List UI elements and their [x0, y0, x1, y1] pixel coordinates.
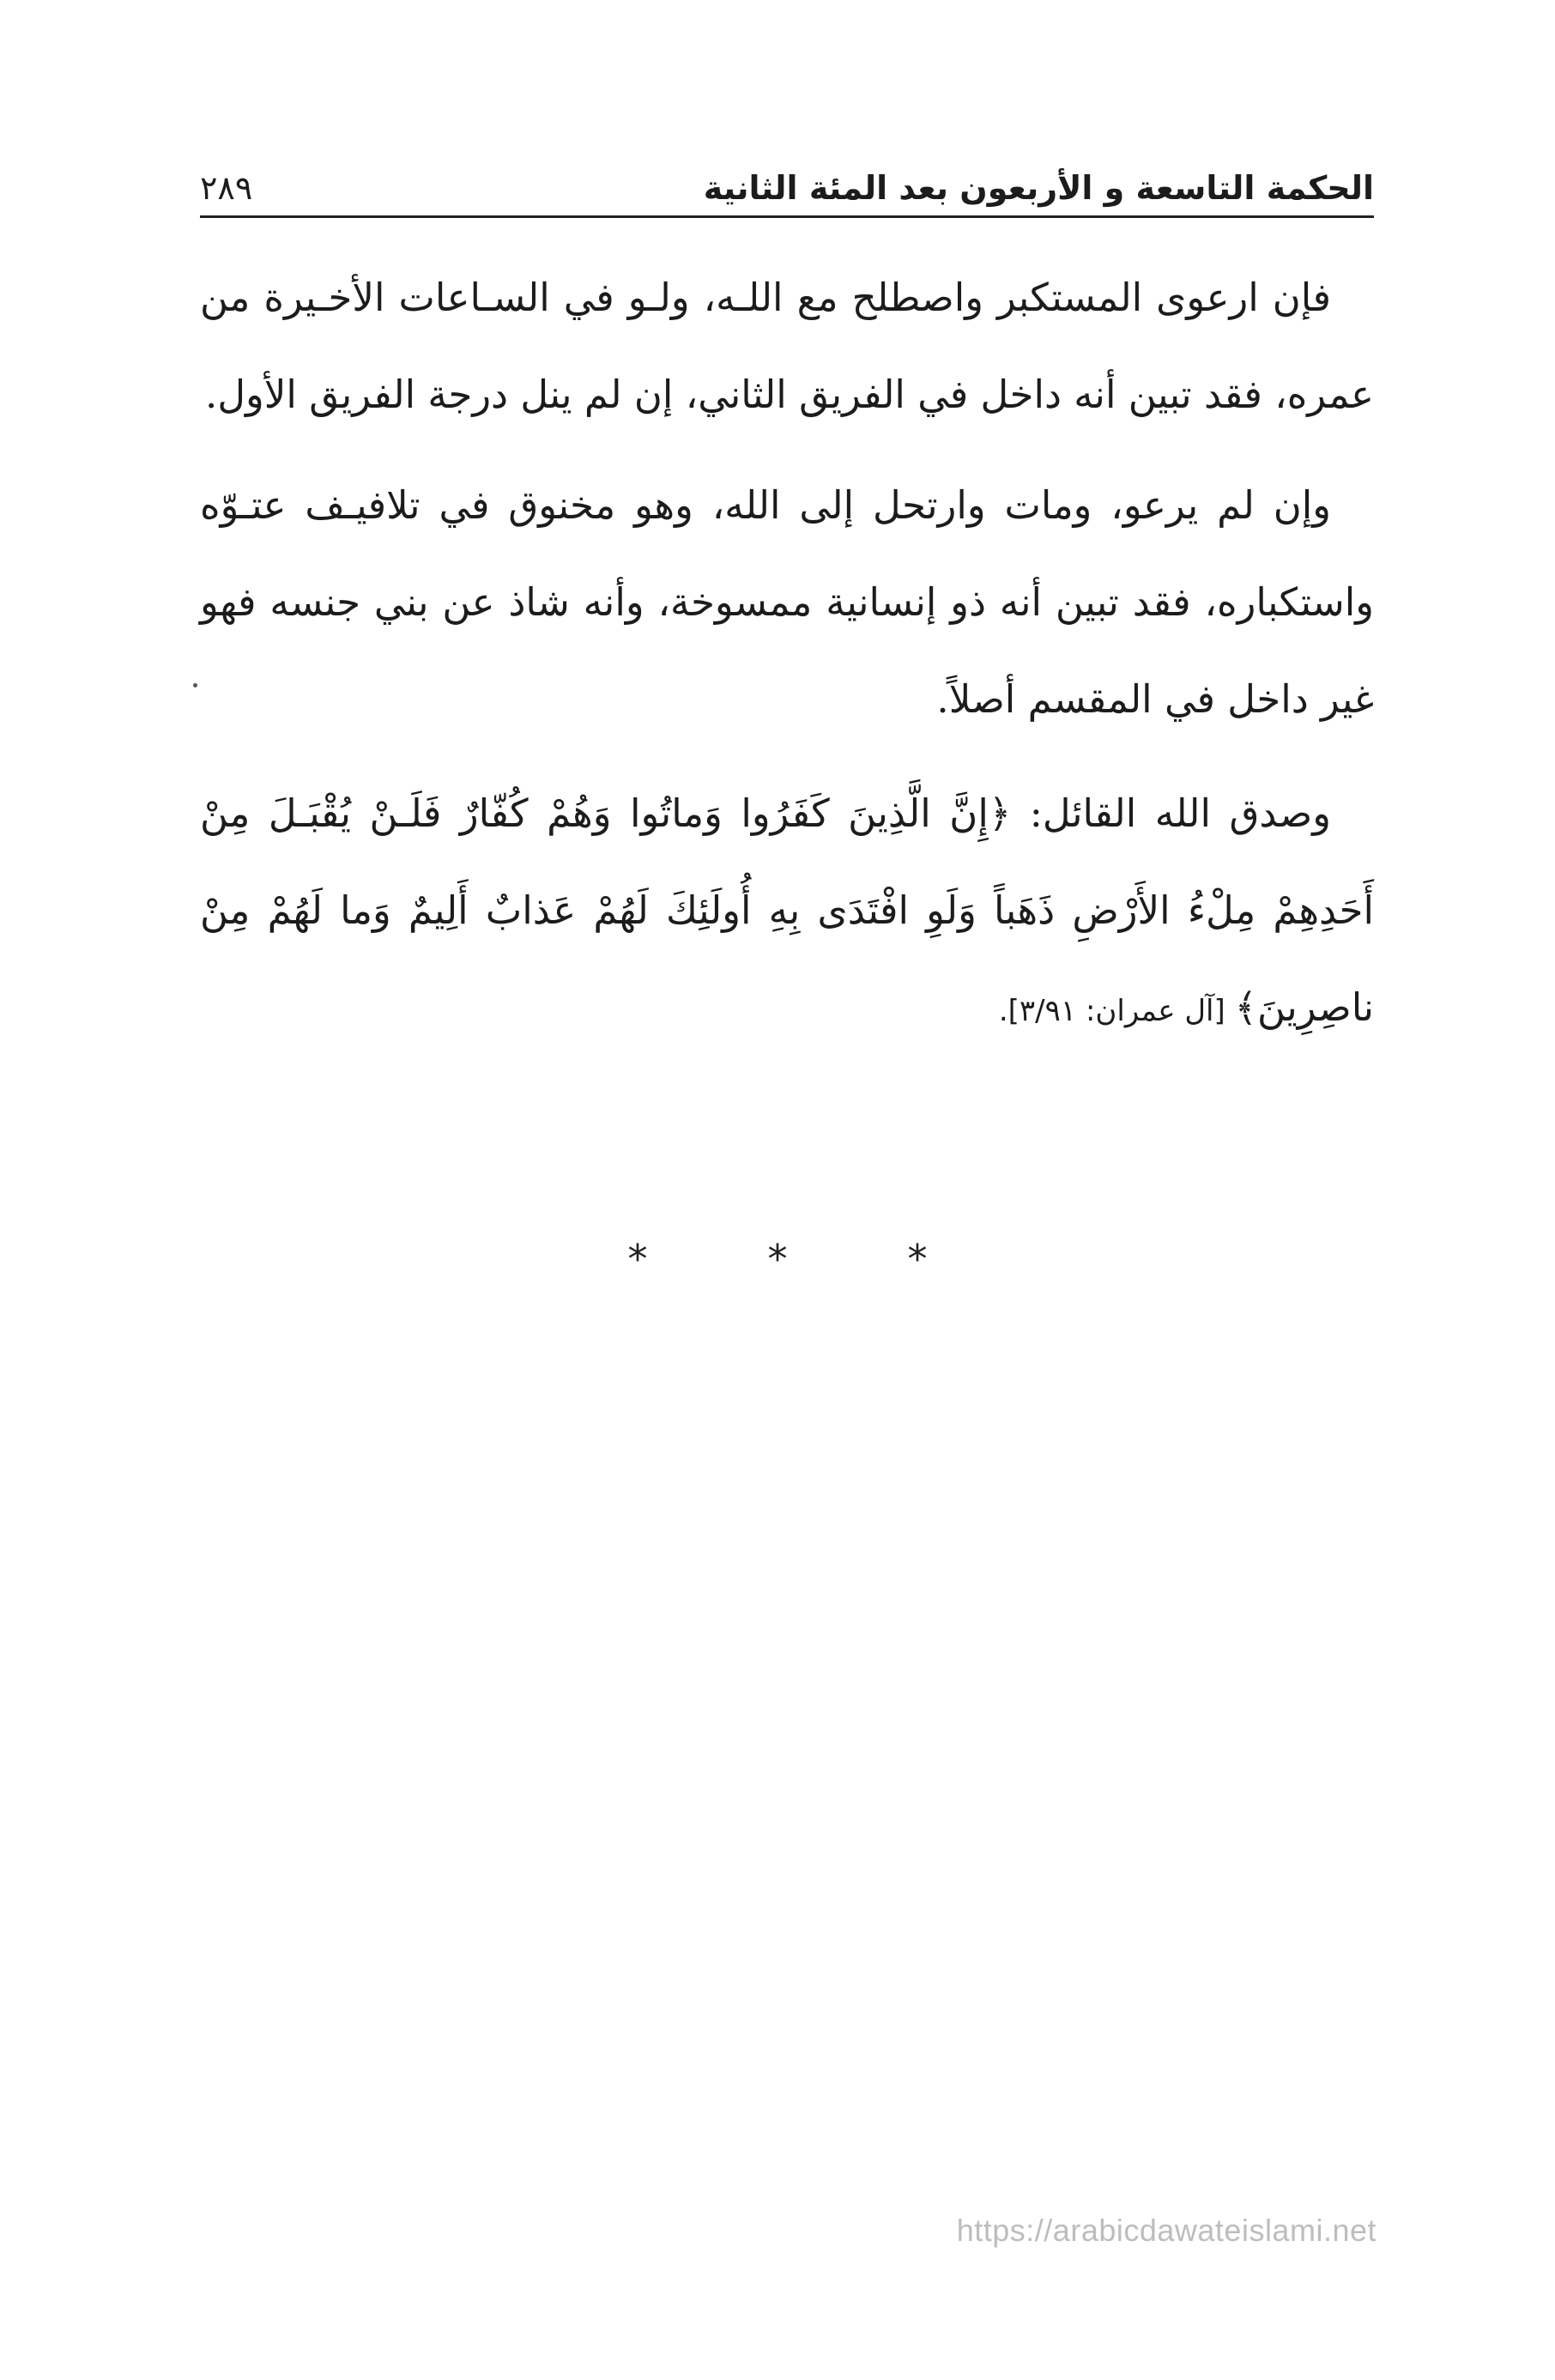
closing-intro: وصدق الله القائل:: [1011, 790, 1331, 836]
paragraph-2: وإن لم يرعو، ومات وارتحل إلى الله، وهو مخنوق في تلافيـف عتـوّه واستكباره، فقد تبين أنه ذو إنسانية ممسوخة، وأنه شاذ عن بني جنسه فهو غير داخل في المقسم أصلاً.: [200, 482, 1374, 722]
scan-speck: [193, 683, 197, 687]
page-header: [200, 146, 1374, 218]
watermark-url: https://arabicdawateislami.net: [956, 2213, 1377, 2248]
paragraph-3: [200, 765, 1374, 1060]
verse-citation: [آل عمران: ٣/٩١].: [998, 994, 1235, 1028]
body-text: [200, 249, 1374, 1077]
running-title: الحكمة التاسعة و الأربعون بعد المئة الثانية: [703, 169, 1374, 208]
section-separator: [0, 1236, 1555, 1282]
paragraph-1: فإن ارعوى المستكبر واصطلح مع اللـه، ولـو في السـاعات الأخـيرة من عمره، فقد تبين أنه داخل في الفريق الثاني، إن لم ينل درجة الفريق الأول.: [200, 275, 1374, 417]
page-number: ٢٨٩: [200, 169, 253, 208]
asterisk-icon: *: [907, 1236, 928, 1282]
asterisk-icon: *: [767, 1236, 788, 1282]
quran-verse: ﴿إِنَّ الَّذِينَ كَفَرُوا وَماتُوا وَهُمْ كُفّارٌ فَلَـنْ يُقْبَـلَ مِنْ أَحَدِهِمْ مِلْءُ الأَرْضِ ذَهَباً وَلَوِ افْتَدَى بِهِ أُولَئِكَ لَهُمْ عَذابٌ أَلِيمٌ وَما لَهُمْ مِنْ ناصِرِينَ﴾: [200, 790, 1374, 1030]
asterisk-icon: *: [627, 1236, 648, 1282]
